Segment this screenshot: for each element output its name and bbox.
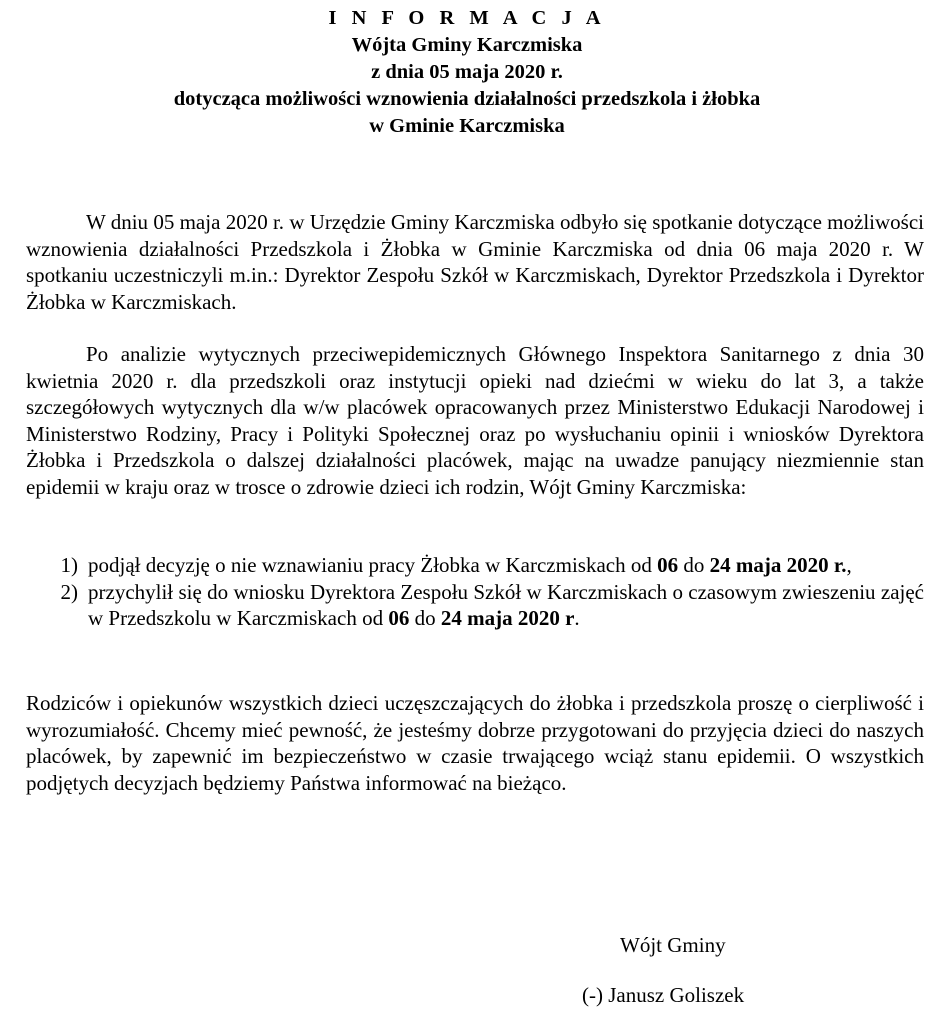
paragraph-appeal: Rodziców i opiekunów wszystkich dzieci uczęszczających do żłobka i przedszkola proszę o cierpliwość i wyrozumiałość. Chcemy mieć pewność, że jesteśmy dobrze przygotowani do przyjęcia dzieci do naszych placówek, by zapewnić im bezpieczeństwo w czasie trwającego wciąż stanu epidemii. O wszystkich podjętych decyzjach będziemy Państwa informować na bieżąco. bbox=[26, 691, 924, 795]
paragraph-analysis-text: Po analizie wytycznych przeciwepidemicznych Głównego Inspektora Sanitarnego z dnia 30 kwietnia 2020 r. dla przedszkoli oraz instytucji opieki nad dziećmi w wieku do lat 3, a także szczegółowych wytycznych dla w/w placówek opracowanych przez Ministerstwo Edukacji Narodowej i Ministerstwo Rodziny, Pracy i Polityki Społecznej oraz po wysłuchaniu opinii i wniosków Dyrektora Żłobka i Przedszkola o dalszej działalności placówek, mając na uwadze panujący niezmiennie stan epidemii w kraju oraz w trosce o zdrowie dzieci ich rodzin, Wójt Gminy Karczmiska: bbox=[26, 342, 924, 499]
paragraph-meeting bbox=[26, 209, 924, 315]
header-location: w Gminie Karczmiska bbox=[369, 115, 565, 137]
list-item bbox=[26, 552, 924, 579]
list-number: 2) bbox=[60, 579, 78, 604]
document-title: I N F O R M A C J A bbox=[328, 7, 606, 29]
decision-list bbox=[26, 552, 924, 632]
header-date: z dnia 05 maja 2020 r. bbox=[371, 61, 563, 83]
paragraph-analysis bbox=[26, 341, 924, 500]
list-item bbox=[26, 579, 924, 632]
list-text: przychylił się do wniosku Dyrektora Zespołu Szkół w Karczmiskach o czasowym zwieszeniu zajęć w Przedszkolu w Karczmiskach od 06 do 24 maja 2020 r. bbox=[88, 579, 924, 630]
header-subject: dotycząca możliwości wznowienia działalności przedszkola i żłobka bbox=[173, 88, 761, 110]
header-issuer: Wójta Gminy Karczmiska bbox=[351, 34, 583, 56]
list-number: 1) bbox=[60, 553, 78, 577]
paragraph-meeting-text: W dniu 05 maja 2020 r. w Urzędzie Gminy Karczmiska odbyło się spotkanie dotyczące możliwości wznowienia działalności Przedszkola i Żłobka w Gminie Karczmiska od dnia 06 maja 2020 r. W spotkaniu uczestniczyli m.in.: Dyrektor Zespołu Szkół w Karczmiskach, Dyrektor Przedszkola i Dyrektor Żłobka w Karczmiskach. bbox=[26, 210, 924, 314]
signature-name: (-) Janusz Goliszek bbox=[582, 983, 745, 1007]
list-text: podjął decyzję o nie wznawianiu pracy Żłobka w Karczmiskach od 06 do 24 maja 2020 r., bbox=[88, 553, 852, 577]
signature-title: Wójt Gminy bbox=[620, 933, 726, 957]
document-header bbox=[0, 5, 934, 140]
